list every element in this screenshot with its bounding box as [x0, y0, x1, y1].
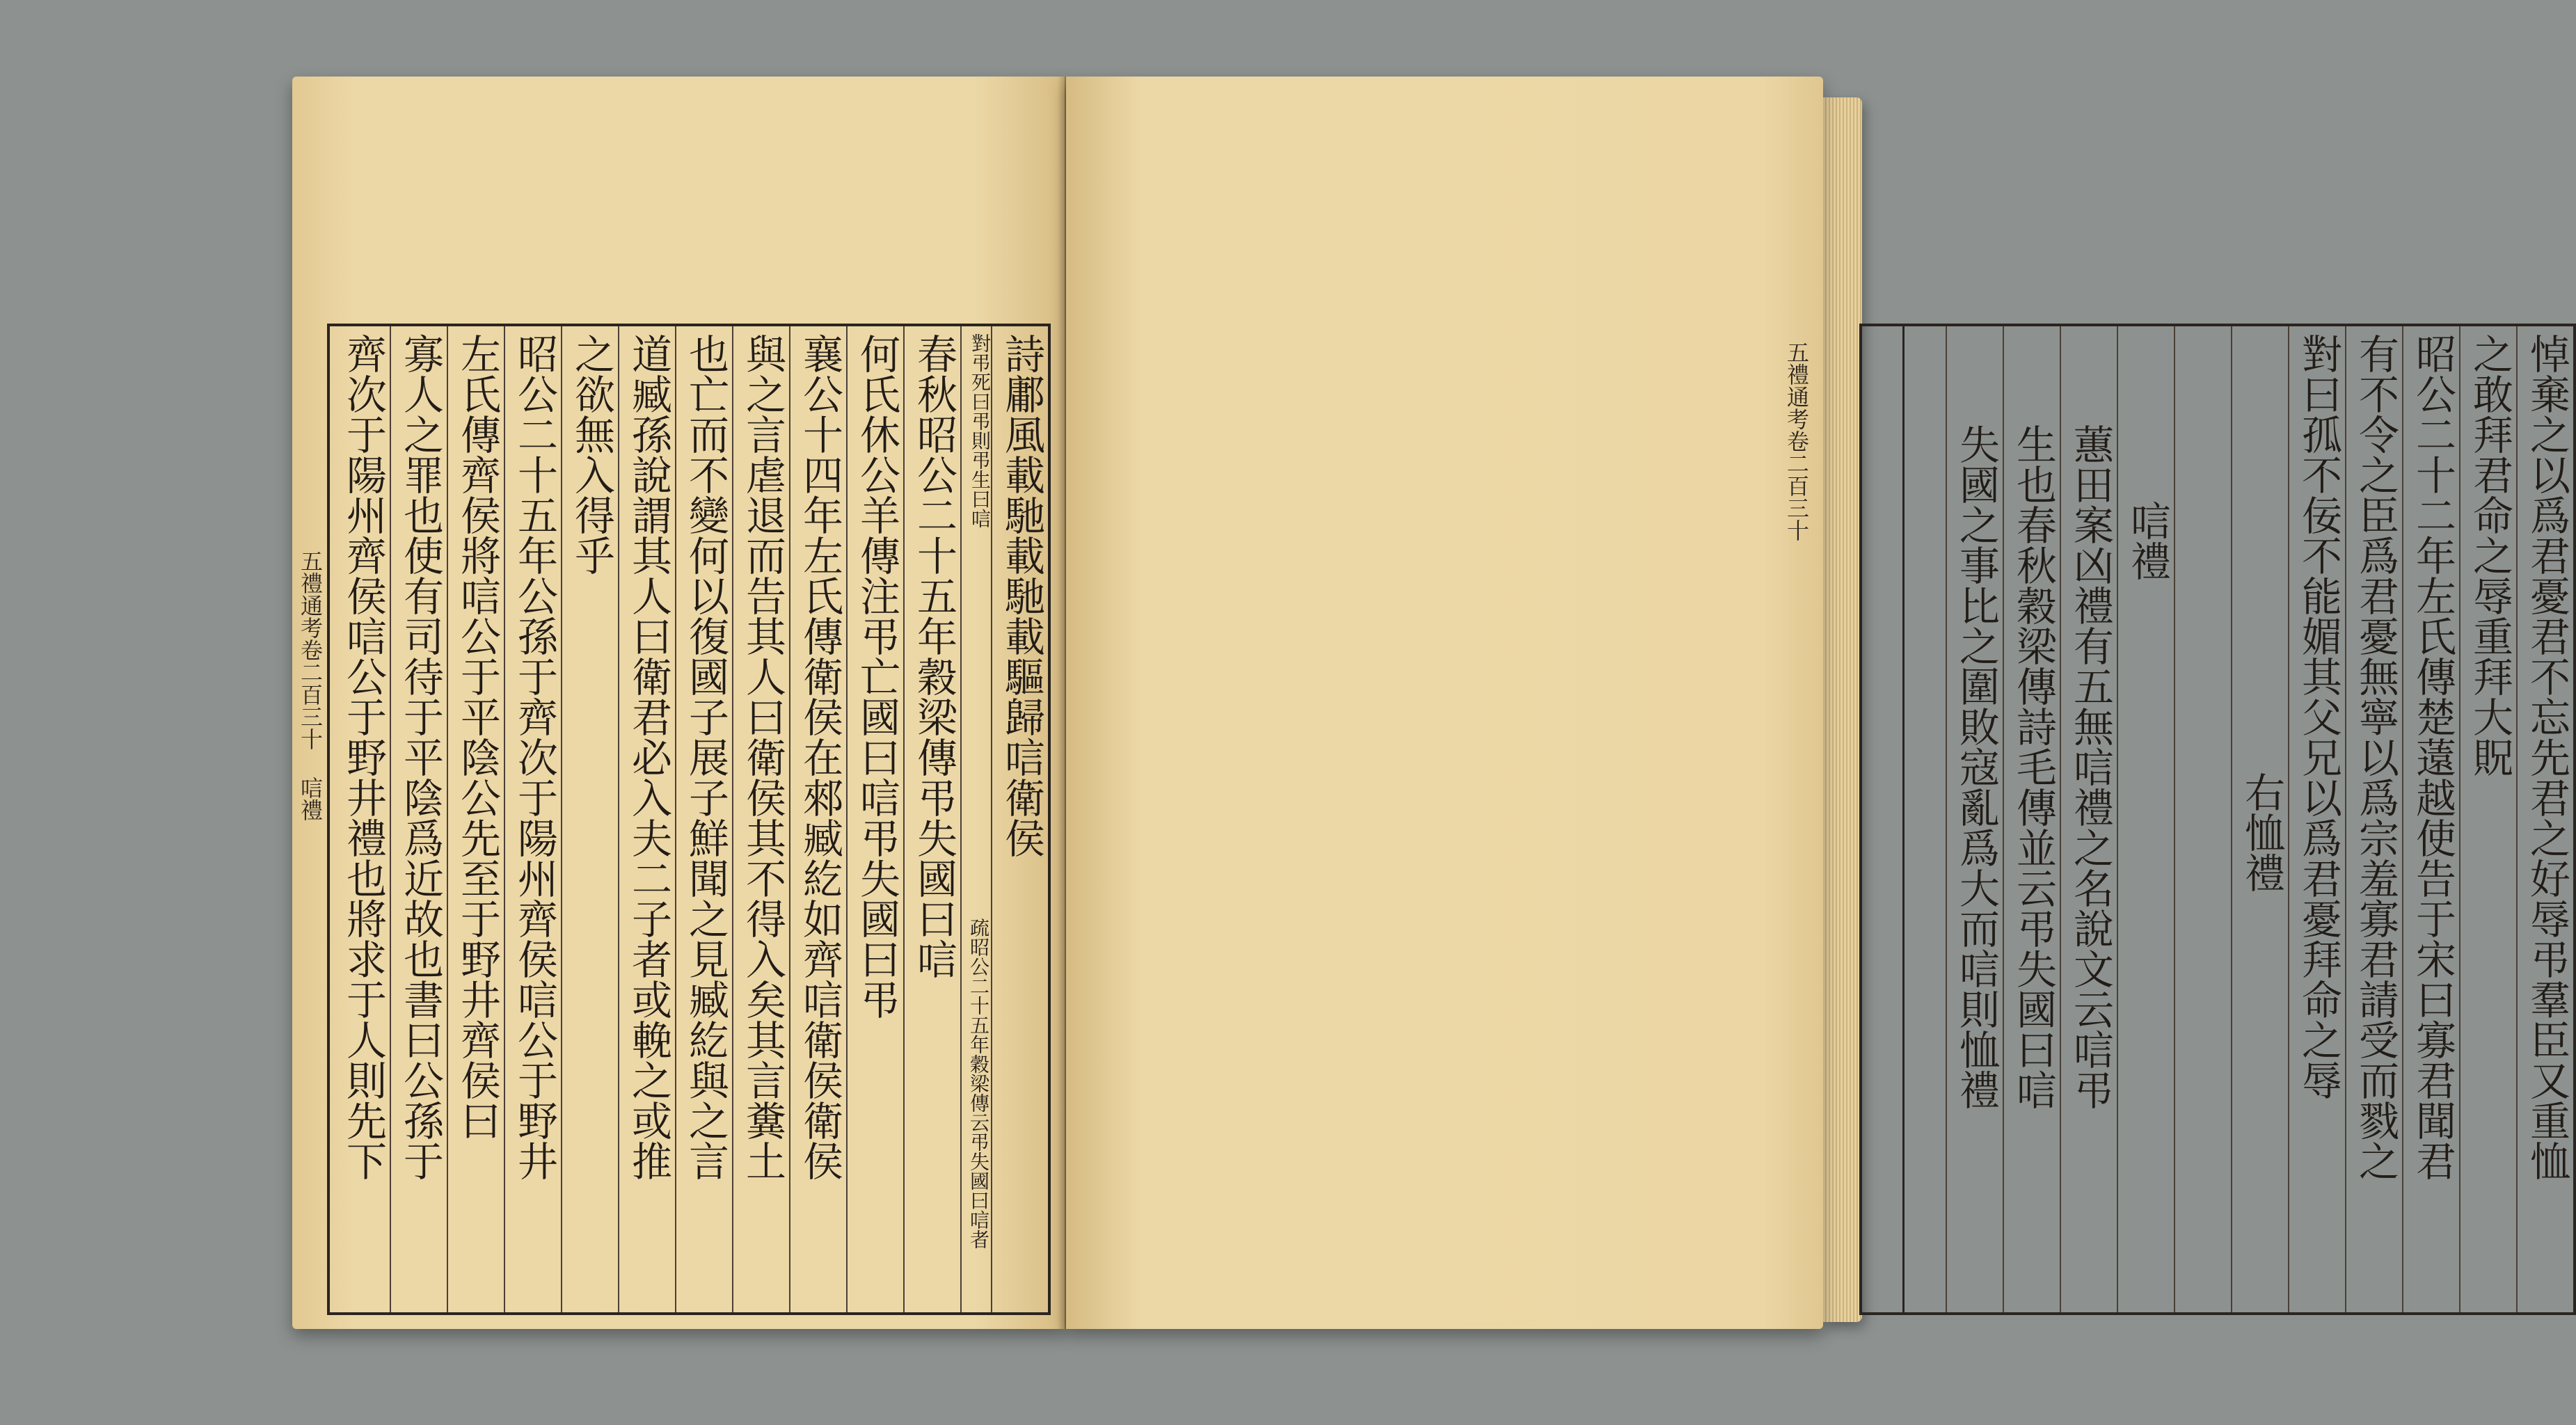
right-col-11: 失國之事比之圍敗寇亂爲大而唁則恤禮 [1953, 424, 2000, 1110]
left-col-9: 昭公二十五年公孫于齊次于陽州齊侯唁公于野井 [511, 333, 558, 1181]
left-col-1: 詩鄘風載馳載馳載驅歸唁衛侯 [998, 333, 1045, 858]
right-col-9: 蕙田案凶禮有五無唁禮之名說文云唁弔 [2067, 424, 2114, 1110]
left-note-title: 對弔死曰弔則弔生曰唁 [969, 333, 992, 528]
right-col-7 [2175, 326, 2231, 1312]
right-col-2: 之敢拜君命之辱重拜大貺 [2466, 333, 2513, 777]
left-page [292, 77, 1065, 1329]
left-col-6: 也亡而不變何以復國子展子鮮聞之見臧紇與之言 [682, 333, 729, 1181]
right-text-frame [1859, 324, 2576, 1315]
right-margin-title: 五禮通考卷二百三十 [1783, 341, 1810, 541]
right-col-5: 對曰孤不佞不能媚其父兄以爲君憂拜命之辱 [2295, 333, 2342, 1100]
left-col-5: 與之言虐退而告其人曰衛侯其不得入矣其言糞土 [739, 333, 786, 1181]
left-margin-title: 五禮通考卷二百三十 唁禮 [297, 550, 324, 821]
left-col-3: 何氏休公羊傳注弔亡國曰唁弔失國曰弔 [853, 333, 900, 1019]
right-col-4: 有不令之臣爲君憂無寧以爲宗羞寡君請受而戮之 [2352, 333, 2399, 1181]
left-col-7: 道臧孫說謂其人曰衛君必入夫二子者或輓之或推 [625, 333, 672, 1181]
left-col-11: 寡人之罪也使有司待于平陰爲近故也書曰公孫于 [397, 333, 444, 1181]
left-col-8: 之欲無入得乎 [568, 333, 615, 575]
right-col-10: 生也春秋穀梁傳詩毛傳並云弔失國曰唁 [2010, 424, 2057, 1110]
left-text-frame [327, 324, 1051, 1315]
left-col-12: 齊次于陽州齊侯唁公于野井禮也將求于人則先下 [340, 333, 387, 1181]
left-col-10: 左氏傳齊侯將唁公于平陰公先至于野井齊侯曰 [454, 333, 501, 1140]
right-col-8: 唁禮 [2124, 500, 2171, 581]
right-col-3: 昭公二十二年左氏傳楚薳越使告于宋曰寡君聞君 [2409, 333, 2456, 1181]
right-page [1066, 77, 2570, 1329]
open-book [292, 77, 2570, 1343]
left-col-4: 襄公十四年左氏傳衛侯在郲臧紇如齊唁衛侯衛侯 [796, 333, 843, 1181]
left-note-bottom: 疏昭公二十五年穀梁傳云弔失國曰唁者 [967, 918, 990, 1249]
right-col-1: 悼棄之以爲君憂君不忘先君之好辱弔羣臣又重恤 [2523, 333, 2570, 1181]
left-col-2: 春秋昭公二十五年穀梁傳弔失國曰唁 [910, 333, 957, 979]
page-edges [1823, 97, 1862, 1322]
right-col-6: 右恤禮 [2238, 772, 2285, 893]
